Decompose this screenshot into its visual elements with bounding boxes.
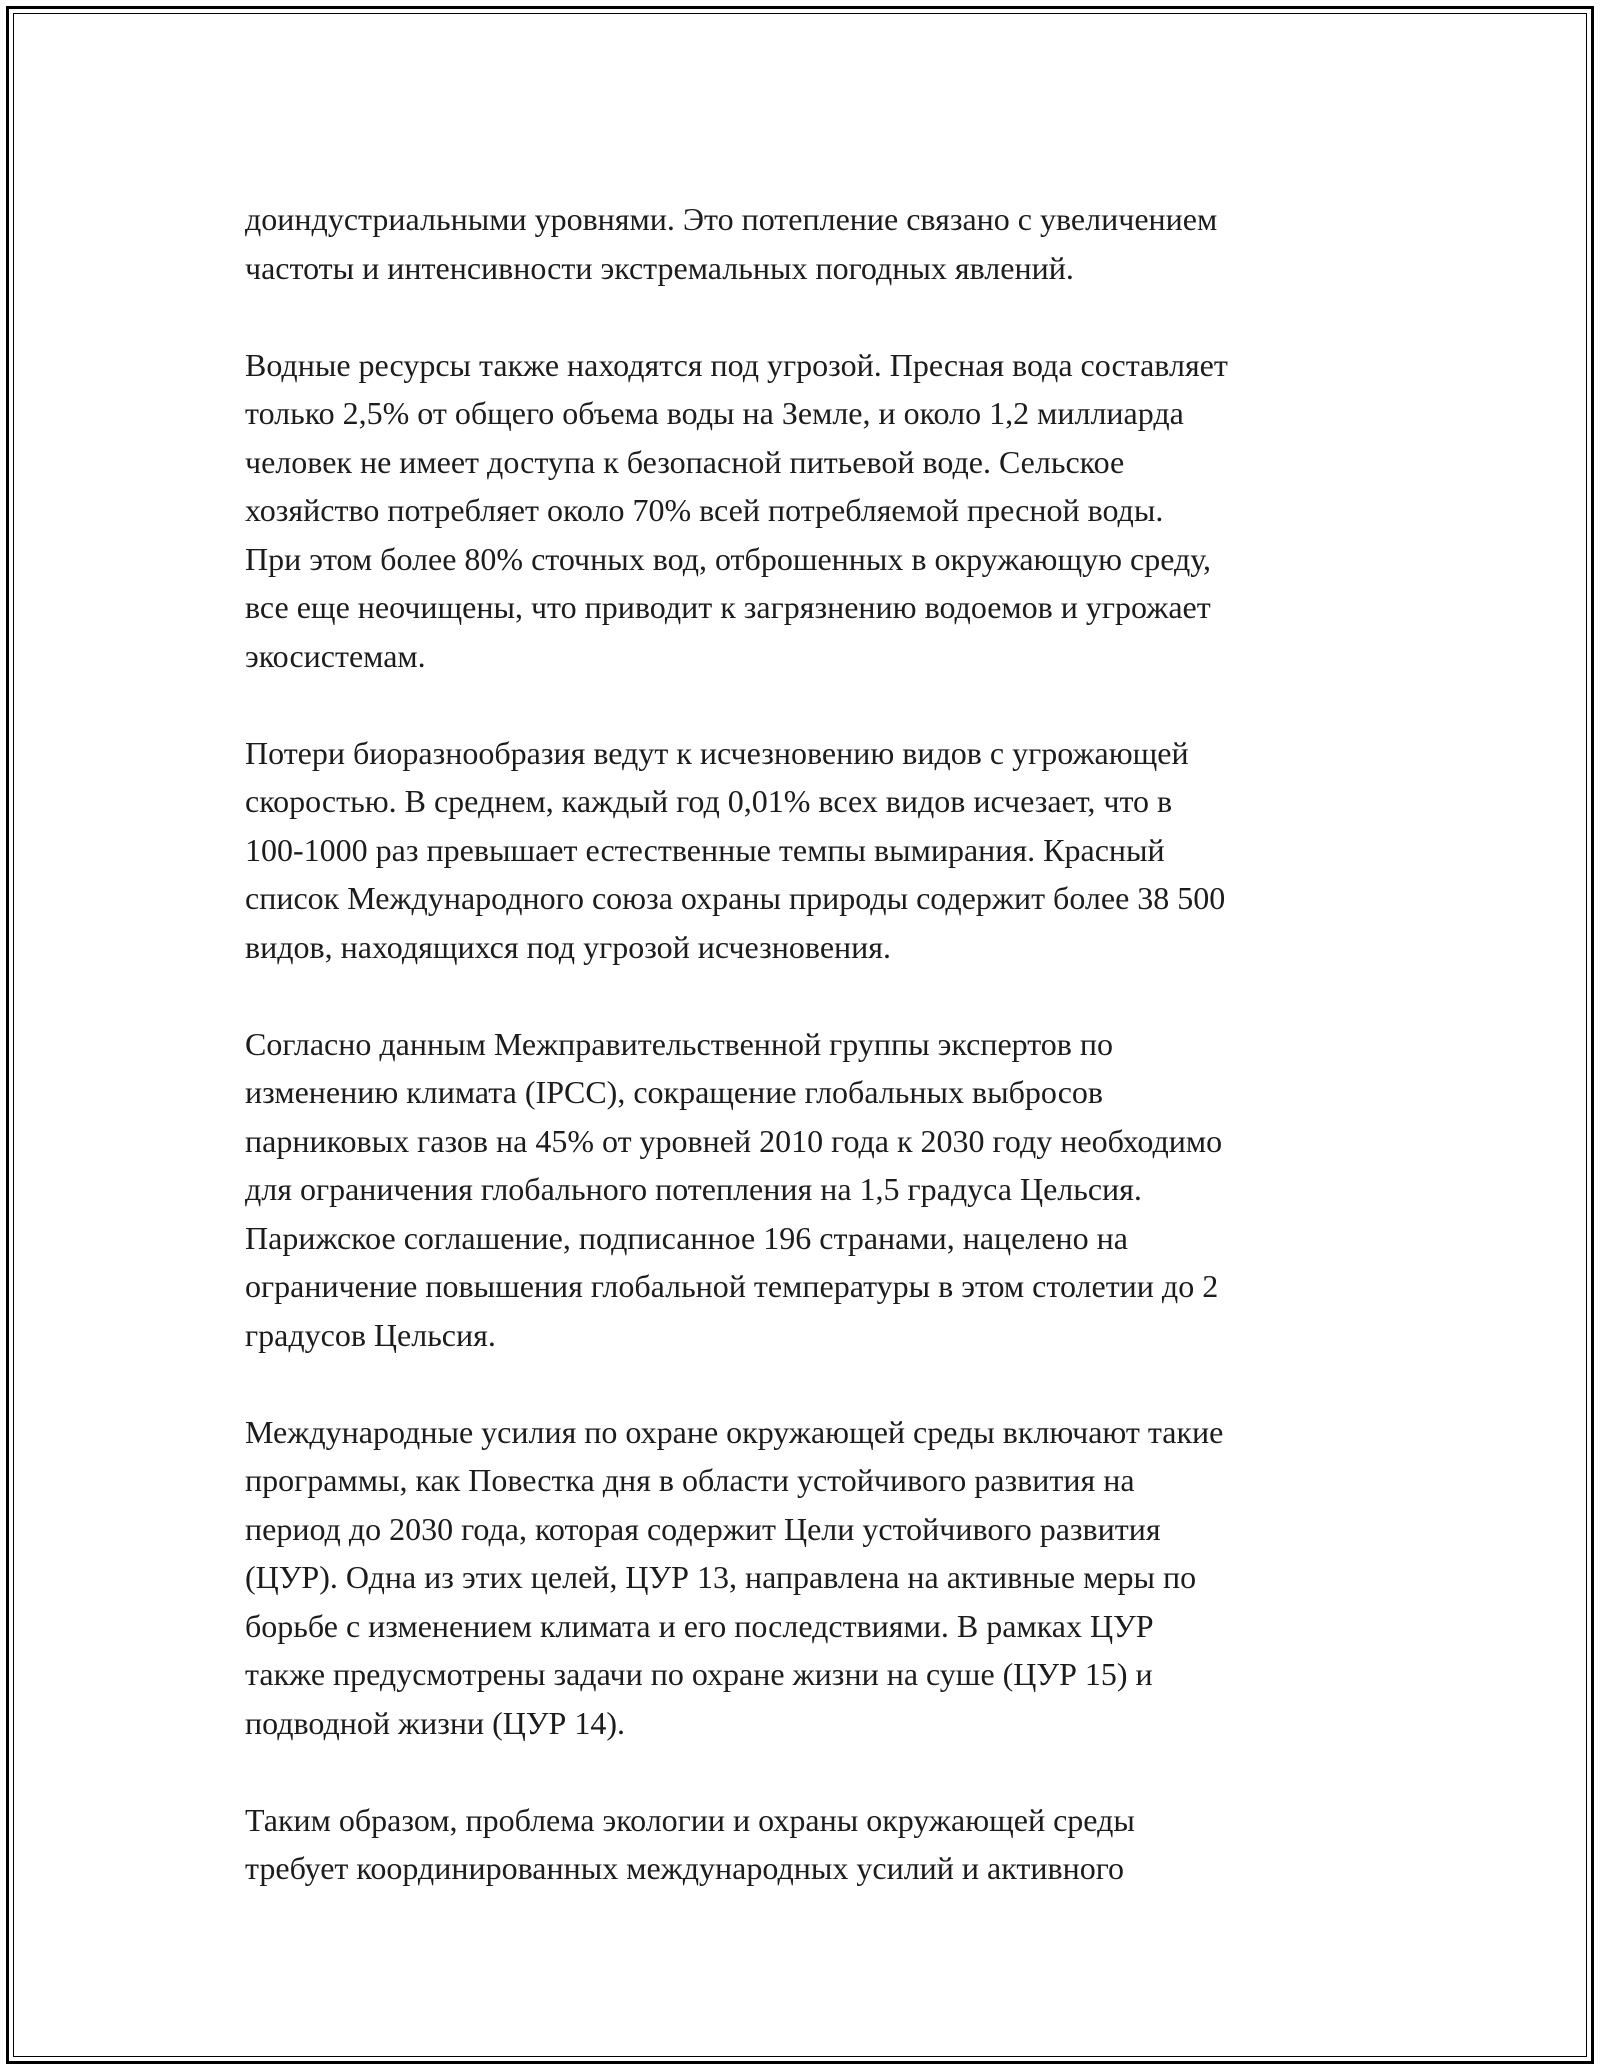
text-line: борьбе с изменением климата и его последствиями. В рамках ЦУР bbox=[245, 1607, 1154, 1644]
text-line: градусов Цельсия. bbox=[245, 1316, 496, 1353]
text-line: Согласно данным Межправительственной группы экспертов по bbox=[245, 1025, 1114, 1062]
text-line: Потери биоразнообразия ведут к исчезновению видов с угрожающей bbox=[245, 734, 1189, 771]
paragraph-biodiversity bbox=[245, 729, 1445, 972]
text-line: (ЦУР). Одна из этих целей, ЦУР 13, направлена на активные меры по bbox=[245, 1559, 1197, 1595]
text-line: список Международного союза охраны природы содержит более 38 500 bbox=[245, 880, 1226, 916]
text-line: требует координированных международных усилий и активного bbox=[245, 1850, 1125, 1886]
text-line: При этом более 80% сточных вод, отброшенных в окружающую среду, bbox=[245, 540, 1212, 577]
text-line: все еще неочищены, что приводит к загрязнению водоемов и угрожает bbox=[245, 589, 1211, 625]
paragraph-conclusion bbox=[245, 1796, 1445, 1893]
page-frame bbox=[6, 6, 1594, 2064]
text-line: только 2,5% от общего объема воды на Земле, и около 1,2 миллиарда bbox=[245, 395, 1184, 431]
text-line: человек не имеет доступа к безопасной питьевой воде. Сельское bbox=[245, 443, 1125, 480]
text-line: Водные ресурсы также находятся под угрозой. Пресная вода составляет bbox=[245, 346, 1228, 383]
text-line: для ограничения глобального потепления на 1,5 градуса Цельсия. bbox=[245, 1171, 1142, 1207]
paragraph-international-efforts bbox=[245, 1408, 1445, 1748]
text-line: видов, находящихся под угрозой исчезновения. bbox=[245, 928, 891, 965]
text-line: частоты и интенсивности экстремальных погодных явлений. bbox=[245, 249, 1074, 286]
text-line: ограничение повышения глобальной температуры в этом столетии до 2 bbox=[245, 1268, 1219, 1304]
text-line: подводной жизни (ЦУР 14). bbox=[245, 1704, 625, 1741]
text-line: доиндустриальными уровнями. Это потепление связано с увеличением bbox=[245, 201, 1218, 237]
paragraph-ipcc bbox=[245, 1020, 1445, 1360]
paragraph-water-resources bbox=[245, 341, 1445, 681]
text-line: Парижское соглашение, подписанное 196 странами, нацелено на bbox=[245, 1219, 1128, 1256]
document-body bbox=[245, 195, 1445, 1893]
text-line: изменению климата (IPCC), сокращение глобальных выбросов bbox=[245, 1074, 1103, 1110]
text-line: программы, как Повестка дня в области устойчивого развития на bbox=[245, 1462, 1135, 1498]
text-line: парниковых газов на 45% от уровней 2010 года к 2030 году необходимо bbox=[245, 1122, 1223, 1159]
text-line: Таким образом, проблема экологии и охраны окружающей среды bbox=[245, 1801, 1135, 1838]
text-line: хозяйство потребляет около 70% всей потребляемой пресной воды. bbox=[245, 492, 1164, 528]
text-line: также предусмотрены задачи по охране жизни на суше (ЦУР 15) и bbox=[245, 1656, 1153, 1692]
text-line: Международные усилия по охране окружающей среды включают такие bbox=[245, 1413, 1224, 1450]
paragraph-warming bbox=[245, 195, 1445, 292]
text-line: экосистемам. bbox=[245, 637, 426, 674]
text-line: период до 2030 года, которая содержит Цели устойчивого развития bbox=[245, 1510, 1161, 1547]
text-line: скоростью. В среднем, каждый год 0,01% всех видов исчезает, что в bbox=[245, 783, 1173, 819]
text-line: 100-1000 раз превышает естественные темпы вымирания. Красный bbox=[245, 831, 1165, 868]
